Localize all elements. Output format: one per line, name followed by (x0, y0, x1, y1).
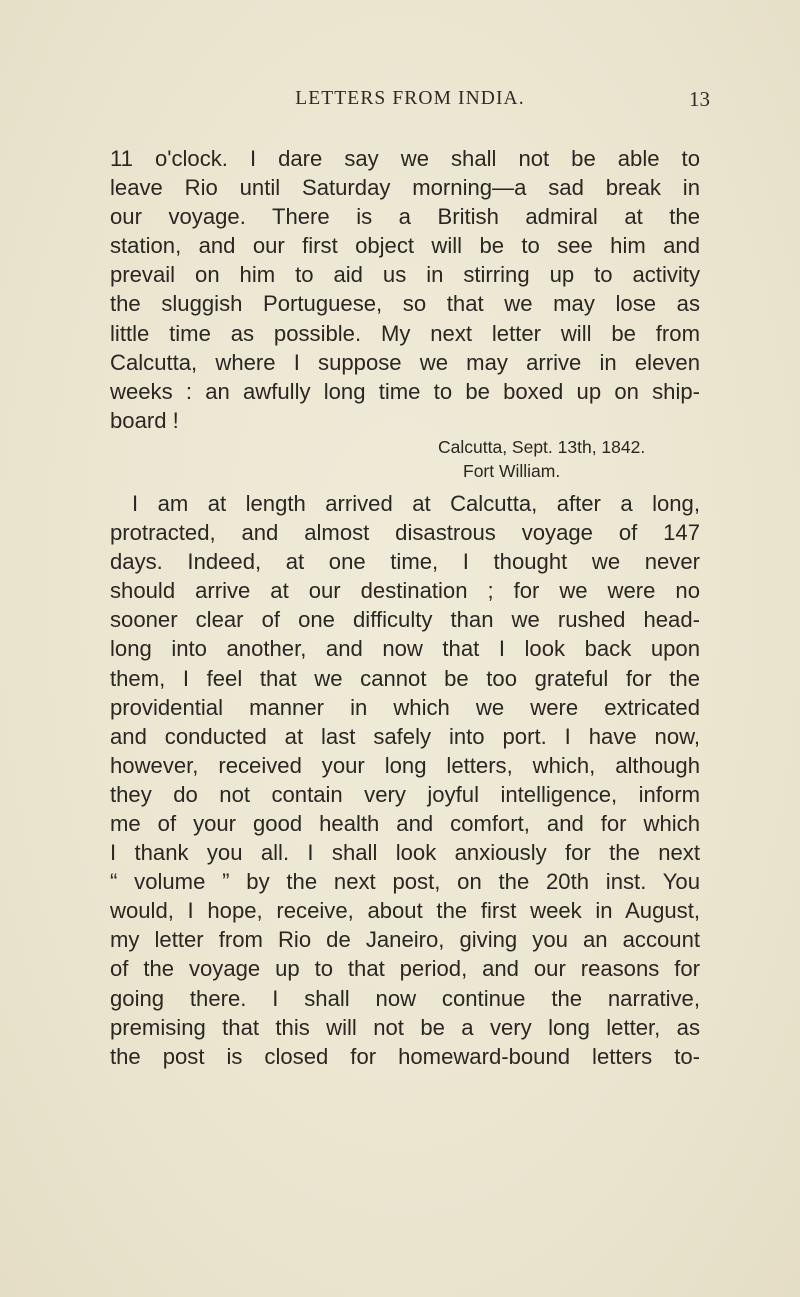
text-line: 11 o'clock. I dare say we shall not be able to (110, 146, 700, 171)
text-line: days. Indeed, at one time, I thought we never (110, 549, 700, 575)
running-title: LETTERS FROM INDIA. (295, 88, 525, 109)
page-header (110, 88, 710, 118)
text-line: them, I feel that we cannot be too grateful for the (110, 665, 700, 691)
text-line: would, I hope, receive, about the first week in August, (110, 898, 700, 924)
body-text (110, 144, 700, 1071)
text-line: long into another, and now that I look back upon (110, 636, 700, 662)
text-line: station, and our first object will be to see him and (110, 233, 700, 259)
dateline-place-date: Calcutta, Sept. 13th, 1842. (438, 436, 646, 457)
text-line: however, received your long letters, which, although (110, 752, 700, 778)
page-number: 13 (689, 87, 710, 111)
text-line: the sluggish Portuguese, so that we may lose as (110, 291, 700, 317)
text-line: little time as possible. My next letter will be from (110, 320, 700, 346)
text-line: Calcutta, where I suppose we may arrive in eleven (110, 349, 700, 375)
text-line: me of your good health and comfort, and for which (110, 810, 700, 836)
text-line: “ volume ” by the next post, on the 20th inst. You (110, 869, 700, 895)
text-line: sooner clear of one difficulty than we rushed head- (110, 607, 700, 633)
text-line: prevail on him to aid us in stirring up to activity (110, 262, 700, 288)
text-line: providential manner in which we were extricated (110, 694, 700, 720)
text-line: weeks : an awfully long time to be boxed up on ship- (110, 378, 700, 404)
text-line: our voyage. There is a British admiral at the (110, 204, 700, 230)
paragraph-2 (110, 489, 700, 1071)
dateline-location: Fort William. (463, 460, 561, 481)
text-line: I am at length arrived at Calcutta, after a long, (132, 490, 700, 516)
text-line: they do not contain very joyful intelligence, inform (110, 781, 700, 807)
text-line: the post is closed for homeward-bound letters to- (110, 1043, 700, 1069)
text-line: going there. I shall now continue the narrative, (110, 985, 700, 1011)
text-line: premising that this will not be a very long letter, as (110, 1014, 700, 1040)
text-line: board ! (110, 407, 179, 433)
text-line: should arrive at our destination ; for we were no (110, 578, 700, 604)
text-line: of the voyage up to that period, and our reasons for (110, 956, 700, 982)
text-line: my letter from Rio de Janeiro, giving you an account (110, 927, 700, 953)
text-line: protracted, and almost disastrous voyage of 147 (110, 520, 700, 546)
letter-dateline (110, 435, 700, 483)
text-line: leave Rio until Saturday morning—a sad break in (110, 175, 700, 201)
paragraph-1 (110, 144, 700, 435)
text-line: and conducted at last safely into port. I have now, (110, 723, 700, 749)
text-line: I thank you all. I shall look anxiously for the next (110, 840, 700, 866)
